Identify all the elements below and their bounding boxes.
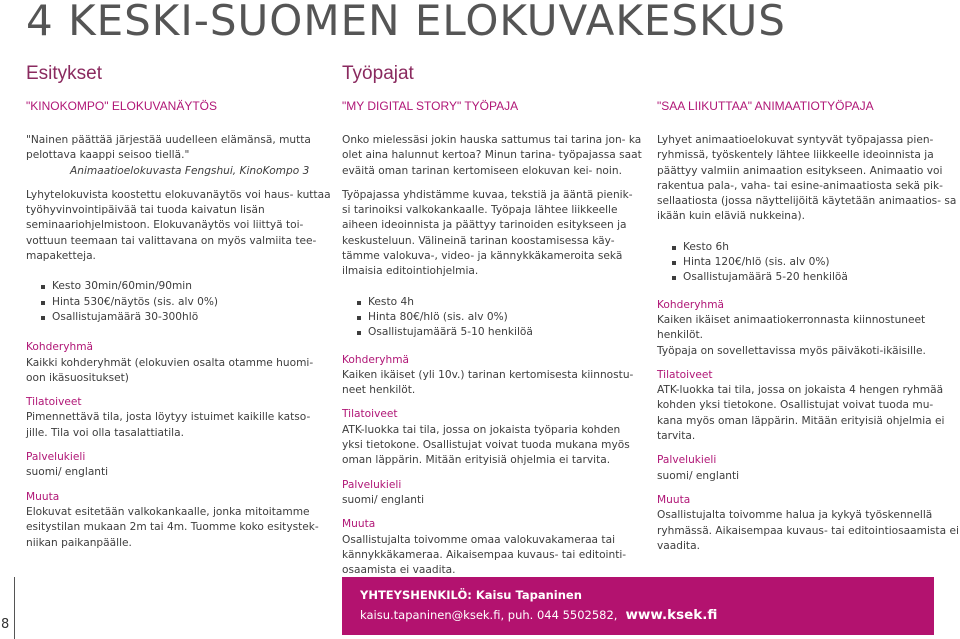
subheading-saa-liikuttaa: "SAA LIIKUTTAA" ANIMAATIOTYÖPAJA [657,99,874,114]
contact-title: YHTEYSHENKILÖ: Kaisu Tapaninen [360,588,582,602]
contact-details: kaisu.tapaninen@ksek.fi, puh. 044 5502582, [360,608,618,622]
facilities-label: Tilatoiveet [657,368,713,381]
column-my-digital-story [342,93,644,578]
contact-line [360,605,916,625]
list-item: Hinta 80€/hlö (sis. alv 0%) [368,310,644,325]
details-list [26,279,332,325]
description-paragraph: Työpajassa yhdistämme kuvaa, tekstiä ja ääntä pienik- si tarinoiksi valkokankaalle. Työpaja lähtee liikkeelle aiheen ideoinnista ja päättyy tarinoiden esitykseen ja keskusteluun. Välineinä tarinan koostamisessa käy- tämme valokuva-, video- ja kännykkäkameroita sekä ilmaisia editointiohjelmia. [342,188,633,278]
list-item: Osallistujamäärä 30-300hlö [52,310,332,325]
page-title: 4 KESKI-SUOMEN ELOKUVAKESKUS [26,0,786,45]
intro-paragraph: Lyhyet animaatioelokuvat syntyvät työpajassa pien- ryhmissä, työskentely lähtee liikkeelle ideoinnista ja päättyy valmiin animaation esitykseen. Animaatio voi rakentua pala-, vaha- tai esine-animaatiosta sekä pik- sellaatiosta (jossa näyttelijöitä käytetään animaatios- sa ikään kuin eläviä nukkeina). [657,134,957,223]
facilities-text: Pimennettävä tila, josta löytyy istuimet kaikille katso- jille. Tila voi olla tasalattiatila. [26,411,311,439]
other-text: Osallistujalta toivomme omaa valokuvakameraa tai kännykkäkameraa. Aikaisempaa kuvaus- tai editointi- osaamista ei vaadita. [342,533,627,577]
service-language-text: suomi/ englanti [26,466,109,479]
contact-box [342,577,934,635]
other-text: Elokuvat esitetään valkokankaalle, jonka mitoitamme esitystilan mukaan 2m tai 4m. Tuomme koko esitystek- niikan paikanpäälle. [26,505,319,549]
section-title-esitykset: Esitykset [26,63,103,84]
target-text: Kaikki kohderyhmät (elokuvien osalta otamme huomi- oon ikäsuositukset) [26,356,314,384]
other-label: Muuta [26,490,60,503]
target-text: Kaiken ikäiset animaatiokerronnasta kiinnostuneet henkilöt. [657,313,926,342]
service-language-label: Palvelukieli [657,454,717,467]
column-saa-liikuttaa [657,93,959,554]
list-item: Osallistujamäärä 5-10 henkilöä [368,325,644,340]
column-esitykset [26,93,332,551]
list-item: Osallistujamäärä 5-20 henkilöä [683,270,959,285]
facilities-text: ATK-luokka tai tila, jossa on jokaista työparia kohden yksi tietokone. Osallistujat voivat tuoda mukana myös oman läppärin. Mitään erityisiä ohjelmia ei tarvita. [342,423,630,467]
other-label: Muuta [342,518,376,531]
service-language-label: Palvelukieli [342,478,402,491]
details-list [657,240,959,286]
list-item: Hinta 120€/hlö (sis. alv 0%) [683,255,959,270]
service-language-text: suomi/ englanti [342,493,425,506]
service-language-text: suomi/ englanti [657,469,740,482]
target-label: Kohderyhmä [26,341,94,354]
target-text-extra: Työpaja on sovellettavissa myös päiväkoti-ikäisille. [657,344,926,357]
target-label: Kohderyhmä [657,298,725,311]
quote-text: "Nainen päättää järjestää uudelleen elämänsä, mutta pelottava kaappi seisoo tiellä." [26,134,311,162]
intro-paragraph: Lyhytelokuvista koostettu elokuvanäytös voi haus- kuttaa työhyvinvointipäivää tai tuoda kaivatun lisän seminaariohjelmistoon. Elokuvanäytös voi liittyä toi- vottuun teemaan tai valittavana on myös valmiita tee- mapaketteja. [26,188,331,263]
page-number: 8 [1,617,10,632]
list-item: Kesto 6h [683,240,959,255]
target-label: Kohderyhmä [342,353,410,366]
list-item: Kesto 30min/60min/90min [52,279,332,294]
list-item: Hinta 530€/näytös (sis. alv 0%) [52,295,332,310]
quote-source: Animaatioelokuvasta Fengshui, KinoKompo 3 [70,164,310,177]
other-text: Osallistujalta toivomme halua ja kykyä työskennellä ryhmässä. Aikaisempaa kuvaus- tai editointiosaamista ei vaadita. [657,509,959,552]
list-item: Kesto 4h [368,295,644,310]
subheading-kinokompo: "KINOKOMPO" ELOKUVANÄYTÖS [26,99,218,114]
target-text: Kaiken ikäiset (yli 10v.) tarinan kertomisesta kiinnostu- neet henkilöt. [342,368,634,397]
facilities-label: Tilatoiveet [342,408,398,421]
section-title-tyopajat: Työpajat [342,63,414,84]
facilities-label: Tilatoiveet [26,396,82,409]
intro-paragraph: Onko mielessäsi jokin hauska sattumus tai tarina jon- ka olet aina halunnut kertoa? Minun tarina- työpajassa saat eväitä oman tarinan kertomiseen elokuvan kei- noin. [342,134,642,177]
service-language-label: Palvelukieli [26,451,86,464]
facilities-text: ATK-luokka tai tila, jossa on jokaista 4 hengen ryhmää kohden yksi tietokone. Osallistujat voivat tuoda mu- kana myös oman läppärin. Mitään erityisiä ohjelmia ei tarvita. [657,384,945,443]
details-list [342,295,644,341]
website-link[interactable]: www.ksek.fi [625,607,718,623]
subheading-my-digital-story: "MY DIGITAL STORY" TYÖPAJA [342,99,519,114]
other-label: Muuta [657,493,691,506]
